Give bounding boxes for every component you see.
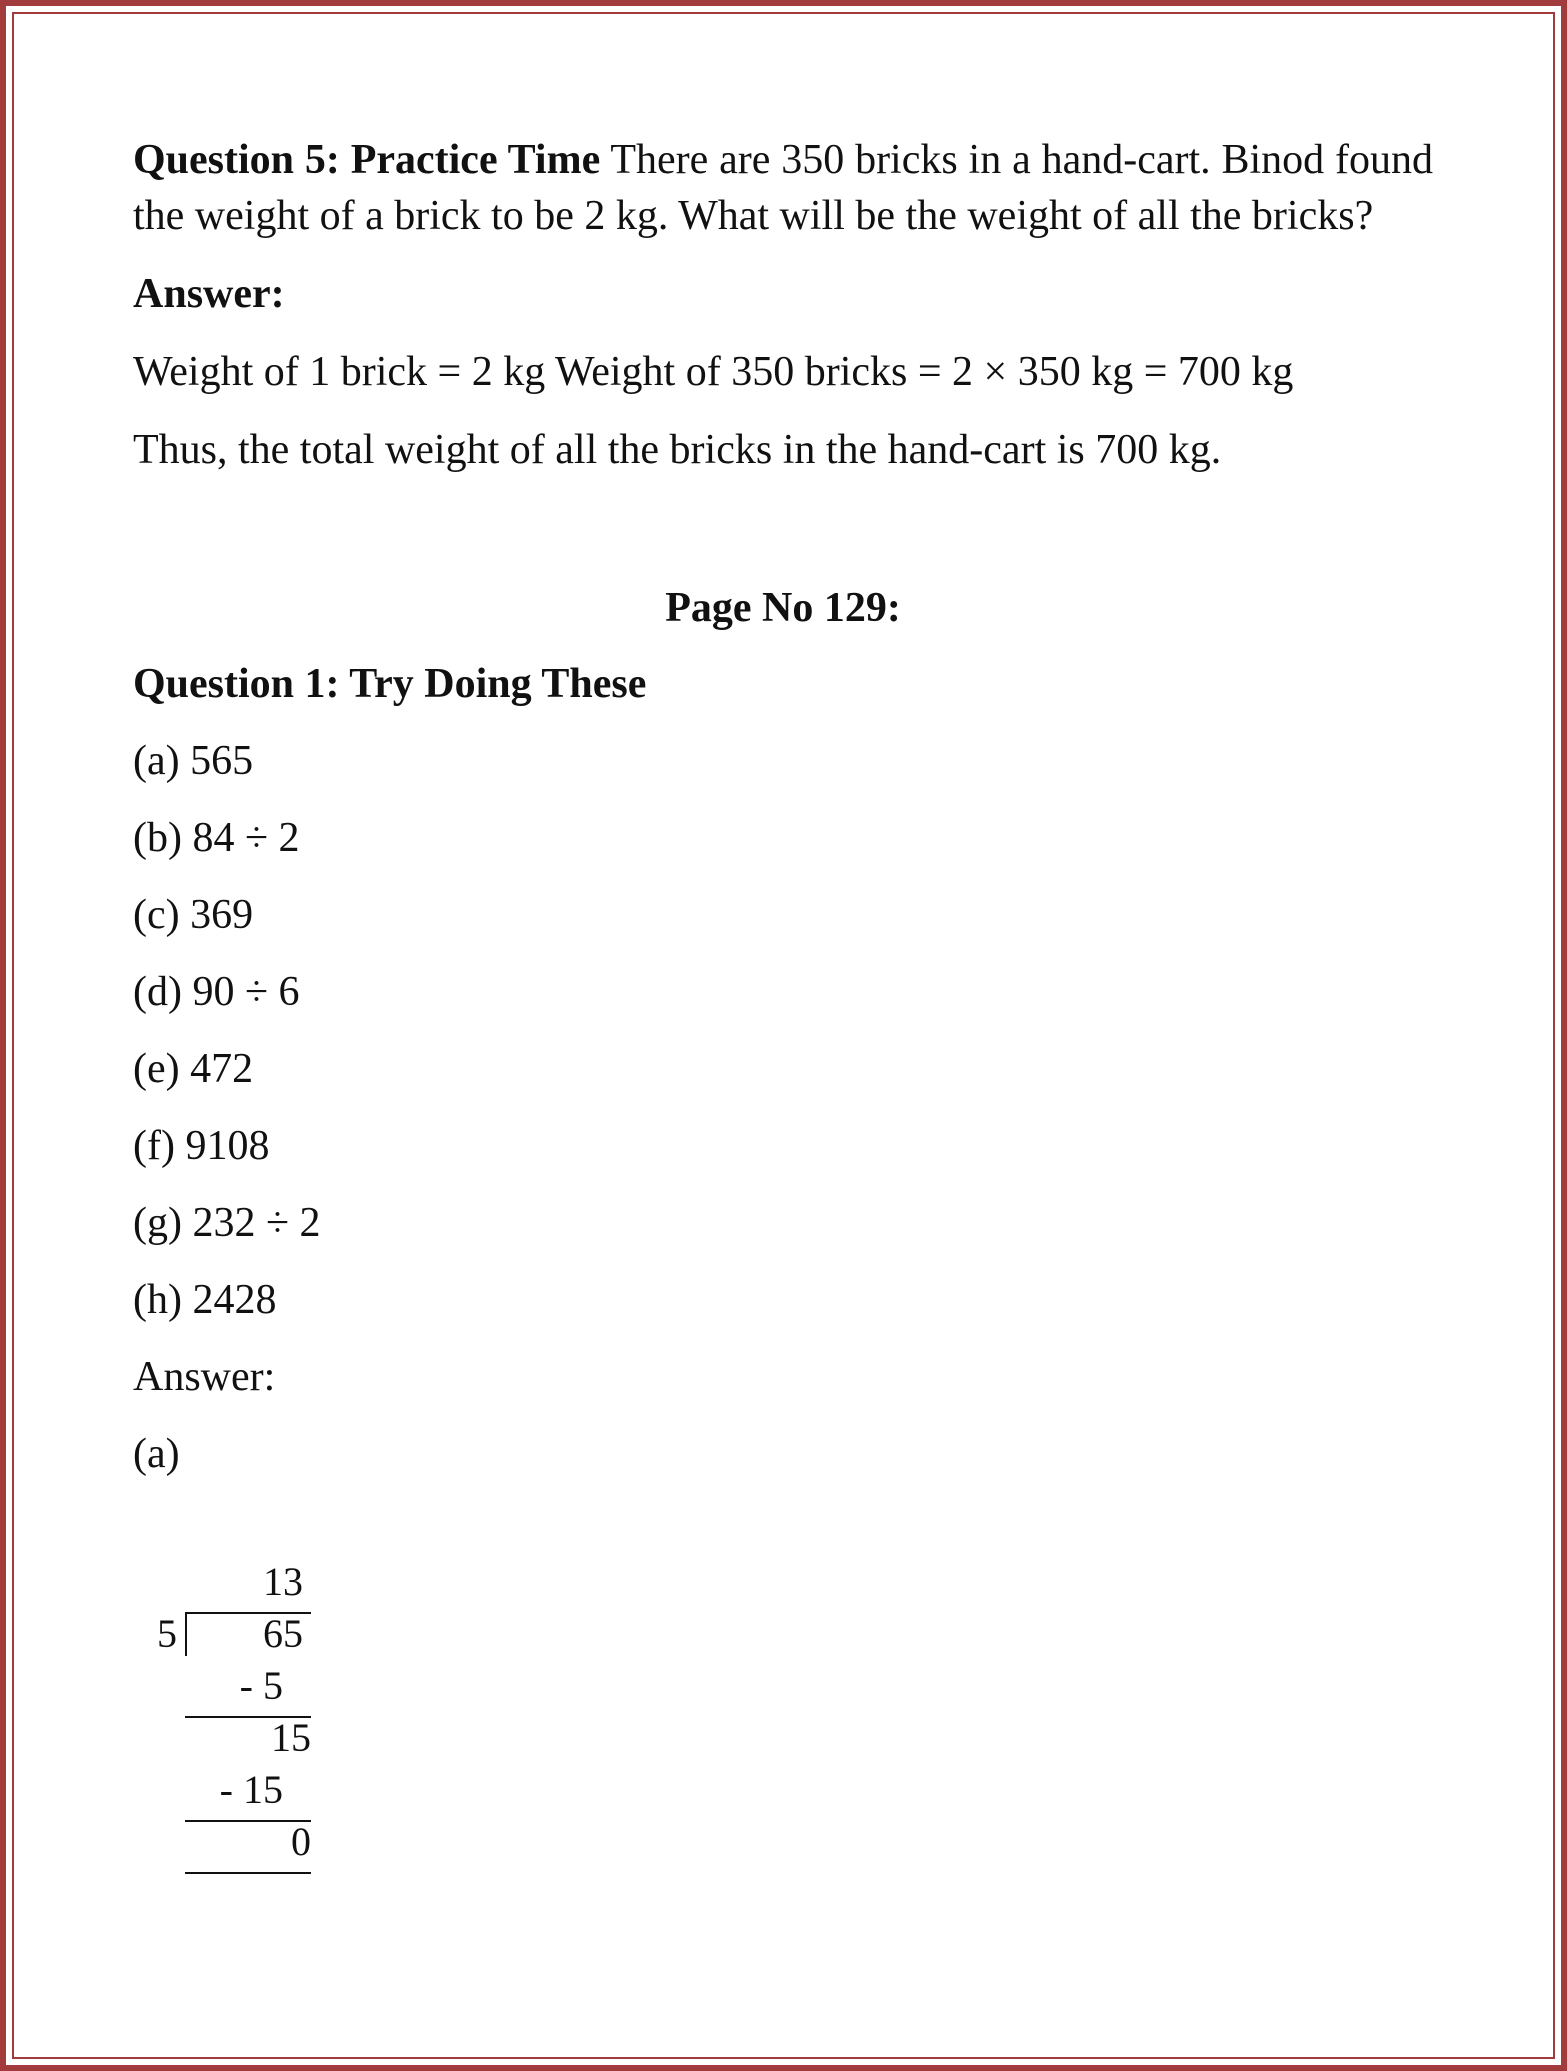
option-c: (c) 369	[133, 892, 254, 938]
division-step1-subtract: - 5	[239, 1663, 283, 1708]
division-quotient: 13	[263, 1559, 303, 1604]
option-a: (a) 565	[133, 738, 254, 784]
option-h: (h) 2428	[133, 1277, 277, 1323]
question-5-label: Question 5: Practice Time	[133, 137, 601, 183]
question-5-answer-line-1: Weight of 1 brick = 2 kg Weight of 350 bricks = 2 × 350 kg = 700 kg	[133, 349, 1294, 395]
option-e: (e) 472	[133, 1046, 254, 1092]
answer-part-a-label: (a)	[133, 1431, 180, 1477]
option-d: (d) 90 ÷ 6	[133, 969, 300, 1015]
option-f: (f) 9108	[133, 1123, 270, 1169]
question-5	[133, 132, 1433, 244]
division-step2-subtract: - 15	[219, 1767, 283, 1812]
option-g: (g) 232 ÷ 2	[133, 1200, 321, 1246]
option-b: (b) 84 ÷ 2	[133, 815, 300, 861]
page-heading: Page No 129:	[665, 585, 901, 631]
long-division	[133, 1560, 333, 1880]
division-step1-remainder: 15	[271, 1715, 311, 1760]
question-1-answer-label: Answer:	[133, 1354, 276, 1400]
question-1-label: Question 1: Try Doing These	[133, 661, 647, 707]
division-bracket	[185, 1612, 187, 1656]
division-dividend: 65	[263, 1611, 303, 1656]
division-final-remainder: 0	[291, 1819, 311, 1864]
question-5-answer-line-2: Thus, the total weight of all the bricks in the hand-cart is 700 kg.	[133, 427, 1222, 473]
question-5-text: There are 350 bricks in a hand-cart. Binod found the weight of a brick to be 2 kg. What will be the weight of all the bricks?	[133, 137, 1433, 239]
division-line-3	[185, 1872, 311, 1874]
question-5-answer-label: Answer:	[133, 271, 285, 317]
document-content	[133, 132, 1433, 1482]
division-divisor: 5	[157, 1611, 177, 1656]
